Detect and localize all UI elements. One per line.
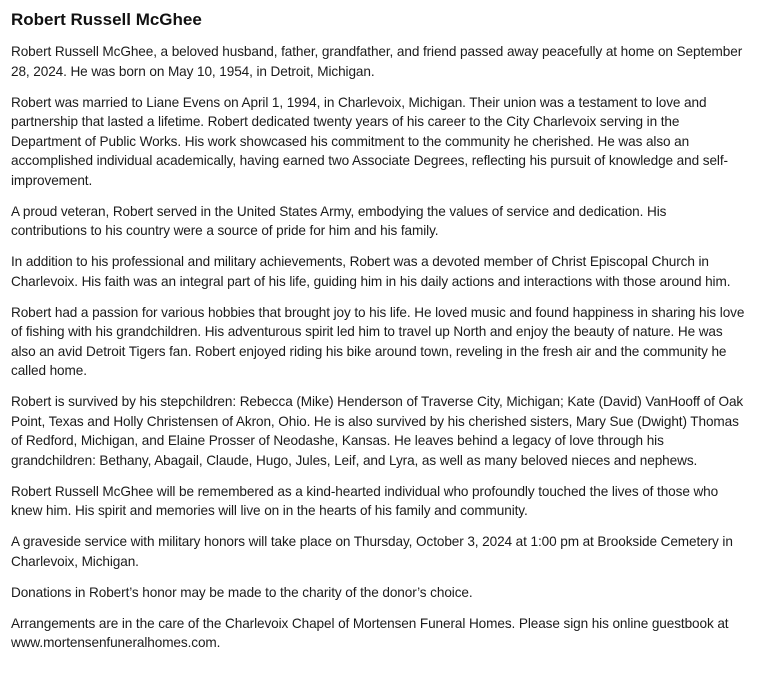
obituary-title: Robert Russell McGhee	[11, 10, 202, 29]
paragraph-military: A proud veteran, Robert served in the United States Army, embodying the values of service and dedication. His contributions to his country were a source of pride for him and his family.	[11, 203, 667, 238]
paragraph-arrangements: Arrangements are in the care of the Charlevoix Chapel of Mortensen Funeral Homes. Please sign his online guestbook at www.mortensenfuneralhomes.com.	[11, 615, 729, 650]
paragraph-birth-death: Robert Russell McGhee, a beloved husband, father, grandfather, and friend passed away peacefully at home on September 28, 2024. He was born on May 10, 1954, in Detroit, Michigan.	[11, 44, 743, 79]
paragraph-remembrance: Robert Russell McGhee will be remembered as a kind-hearted individual who profoundly touched the lives of those who knew him. His spirit and memories will live on in the hearts of his family and community.	[11, 483, 719, 518]
paragraph-service: A graveside service with military honors will take place on Thursday, October 3, 2024 at 1:00 pm at Brookside Cemetery in Charlevoix, Michigan.	[11, 534, 733, 569]
paragraph-marriage-career: Robert was married to Liane Evens on April 1, 1994, in Charlevoix, Michigan. Their union was a testament to love and partnership that lasted a lifetime. Robert dedicated twenty years of his career to the City Charlevoix serving in the Department of Public Works. His work showcased his commitment to the community he cherished. He was also an accomplished individual academically, having earned two Associate Degrees, reflecting his pursuit of knowledge and self-improvement.	[11, 94, 728, 188]
paragraph-hobbies: Robert had a passion for various hobbies that brought joy to his life. He loved music and found happiness in sharing his love of fishing with his grandchildren. His adventurous spirit led him to travel up North and enjoy the beauty of nature. He was also an avid Detroit Tigers fan. Robert enjoyed riding his bike around town, reveling in the fresh air and the community he called home.	[11, 304, 745, 378]
paragraph-survivors: Robert is survived by his stepchildren: Rebecca (Mike) Henderson of Traverse City, Michigan; Kate (David) VanHooff of Oak Point, Texas and Holly Christensen of Akron, Ohio. He is also survived by his cherished sisters, Mary Sue (Dwight) Thomas of Redford, Michigan, and Elaine Prosser of Neodashe, Kansas. He leaves behind a legacy of love through his grandchildren: Bethany, Abagail, Claude, Hugo, Jules, Leif, and Lyra, as well as many beloved nieces and nephews.	[11, 394, 744, 468]
paragraph-faith: In addition to his professional and military achievements, Robert was a devoted member of Christ Episcopal Church in Charlevoix. His faith was an integral part of his life, guiding him in his daily actions and interactions with those around him.	[11, 254, 731, 289]
paragraph-donations: Donations in Robert’s honor may be made to the charity of the donor’s choice.	[11, 584, 473, 600]
